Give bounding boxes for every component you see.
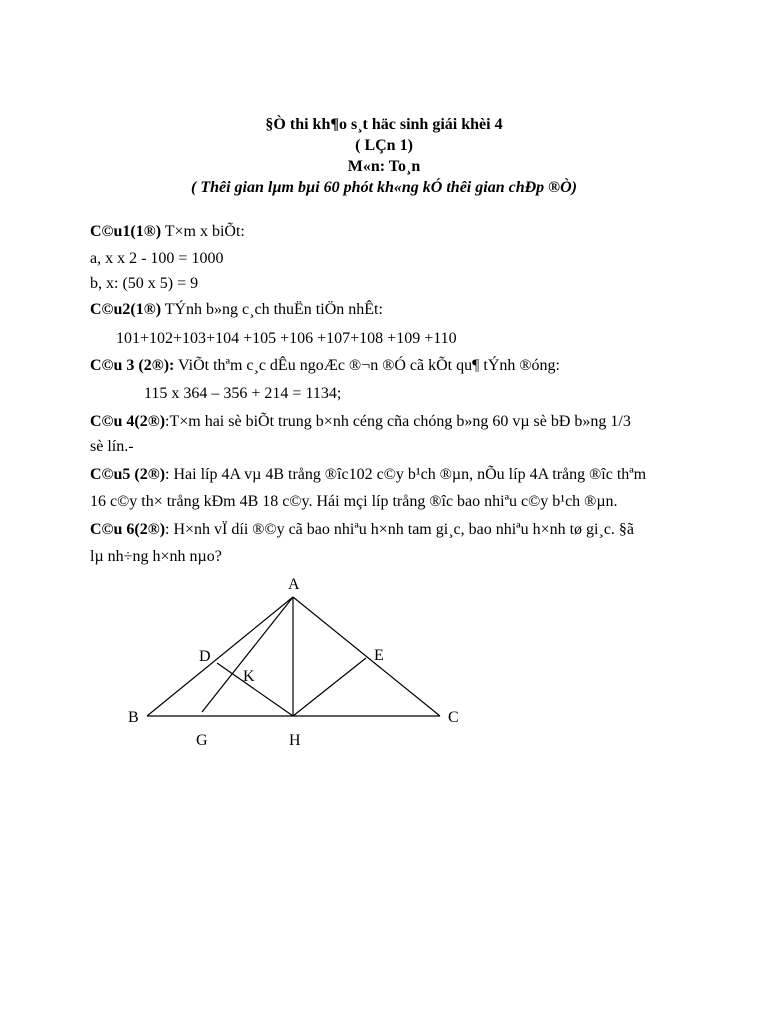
question-3-text: ViÕt thªm c¸c dÊu ngoÆc ®¬n ®Ó cã kÕt qu¶ tÝnh ®óng: (174, 357, 560, 374)
question-2-label: C©u2(1®) (90, 301, 162, 318)
segment-ag (202, 597, 293, 712)
question-4-label: C©u 4(2®) (90, 413, 166, 430)
label-e: E (374, 647, 384, 664)
question-1a: a, x x 2 - 100 = 1000 (90, 250, 224, 267)
question-1-label: C©u1(1®) (90, 223, 162, 240)
question-6-continued: lµ nh÷ng h×nh nµo? (90, 548, 222, 565)
segment-dh (217, 663, 293, 716)
exam-time-note: ( Thêi gian lµm bµi 60 phót kh«ng kÓ thêi gian chÐp ®Ò) (191, 179, 577, 196)
question-4-continued: sè lín.- (90, 438, 134, 455)
exam-round: ( LÇn 1) (355, 137, 413, 154)
question-3-expression: 115 x 364 – 356 + 214 = 1134; (144, 385, 342, 402)
label-g: G (196, 732, 208, 749)
label-k: K (243, 668, 255, 685)
question-1-text: T×m x biÕt: (161, 223, 245, 240)
label-c: C (448, 709, 459, 726)
exam-subject: M«n: To¸n (347, 158, 421, 175)
question-3-label: C©u 3 (2®): (90, 357, 175, 374)
question-1b: b, x: (50 x 5) = 9 (90, 275, 199, 292)
segment-he (293, 658, 366, 716)
exam-title: §Ò thi kh¶o s¸t häc sinh giái khèi 4 (265, 116, 503, 133)
question-2-text: TÝnh b»ng c¸ch thuËn tiÖn nhÊt: (161, 301, 383, 318)
label-a: A (288, 576, 300, 593)
question-5-continued: 16 c©y th× trång kÐm 4B 18 c©y. Hái mçi líp trång ®îc bao nhiªu c©y b¹ch ®µn. (90, 493, 618, 510)
question-6-text: : H×nh vÏ díi ®©y cã bao nhiªu h×nh tam gi¸c, bao nhiªu h×nh tø gi¸c. §ã (165, 521, 635, 538)
label-h: H (289, 732, 301, 749)
question-4-text: :T×m hai sè biÕt trung b×nh céng cña chóng b»ng 60 vµ sè bÐ b»ng 1/3 (165, 413, 631, 430)
segment-ab (147, 597, 293, 716)
label-b: B (128, 709, 139, 726)
question-6-label: C©u 6(2®) (90, 521, 166, 538)
label-d: D (199, 648, 211, 665)
question-5-label: C©u5 (2®) (90, 466, 166, 483)
question-5-text: : Hai líp 4A vµ 4B trång ®îc102 c©y b¹ch ®µn, nÕu líp 4A trång ®îc thªm (165, 466, 647, 483)
question-2-expression: 101+102+103+104 +105 +106 +107+108 +109 +110 (116, 330, 457, 347)
